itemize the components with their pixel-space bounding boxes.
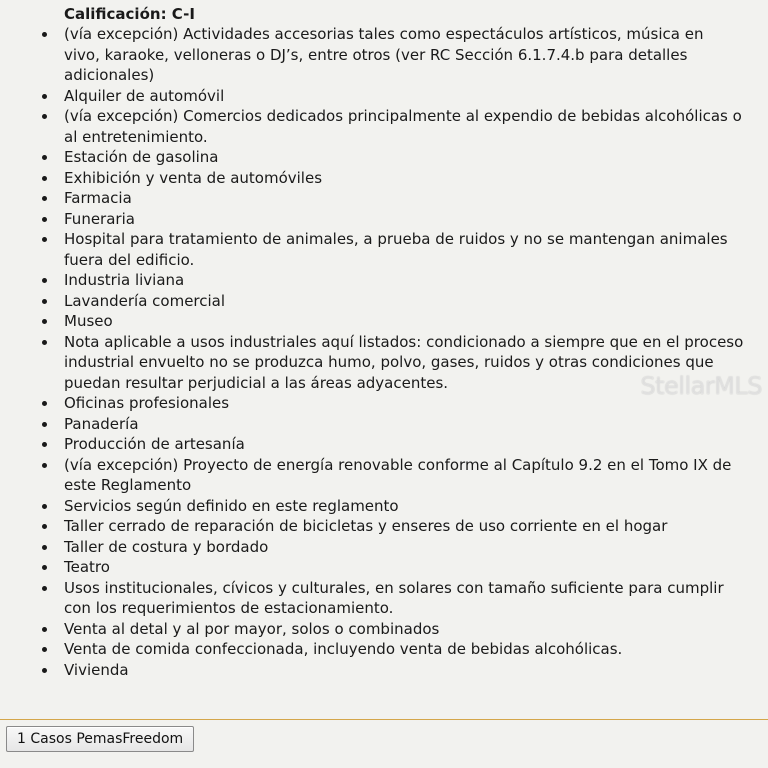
permitted-uses-list <box>0 24 744 680</box>
list-item: Usos institucionales, cívicos y culturales, en solares con tamaño suficiente para cumplir con los requerimientos de estacionamiento. <box>64 578 744 619</box>
list-item: Venta al detal y al por mayor, solos o combinados <box>64 619 744 640</box>
list-item: (vía excepción) Proyecto de energía renovable conforme al Capítulo 9.2 en el Tomo IX de este Reglamento <box>64 455 744 496</box>
list-item: Exhibición y venta de automóviles <box>64 168 744 189</box>
list-item: Taller cerrado de reparación de bicicletas y enseres de uso corriente en el hogar <box>64 516 744 537</box>
list-item: (vía excepción) Comercios dedicados principalmente al expendio de bebidas alcohólicas o al entretenimiento. <box>64 106 744 147</box>
list-item: Farmacia <box>64 188 744 209</box>
list-item: Oficinas profesionales <box>64 393 744 414</box>
list-item: Servicios según definido en este reglamento <box>64 496 744 517</box>
list-item: Estación de gasolina <box>64 147 744 168</box>
list-item: Funeraria <box>64 209 744 230</box>
zoning-classification-heading: Calificación: C-I <box>64 5 195 23</box>
list-item: Museo <box>64 311 744 332</box>
section-divider <box>0 719 768 720</box>
list-item: Teatro <box>64 557 744 578</box>
list-item: Lavandería comercial <box>64 291 744 312</box>
list-item: Panadería <box>64 414 744 435</box>
list-item: Hospital para tratamiento de animales, a prueba de ruidos y no se mantengan animales fuera del edificio. <box>64 229 744 270</box>
list-item: Industria liviana <box>64 270 744 291</box>
stellarmls-watermark: StellarMLS <box>640 372 762 400</box>
cases-permits-button[interactable]: 1 Casos PemasFreedom <box>6 726 194 752</box>
list-item: Taller de costura y bordado <box>64 537 744 558</box>
list-item: Nota aplicable a usos industriales aquí listados: condicionado a siempre que en el proceso industrial envuelto no se produzca humo, polvo, gases, ruidos y otras condiciones que puedan resultar perjudicial a las áreas adyacentes. <box>64 332 744 392</box>
list-item: (vía excepción) Actividades accesorias tales como espectáculos artísticos, música en vivo, karaoke, velloneras o DJ’s, entre otros (ver RC Sección 6.1.7.4.b para detalles adicionales) <box>64 24 744 86</box>
list-item: Venta de comida confeccionada, incluyendo venta de bebidas alcohólicas. <box>64 639 744 660</box>
list-item: Producción de artesanía <box>64 434 744 455</box>
list-item: Alquiler de automóvil <box>64 86 744 107</box>
list-item: Vivienda <box>64 660 744 681</box>
